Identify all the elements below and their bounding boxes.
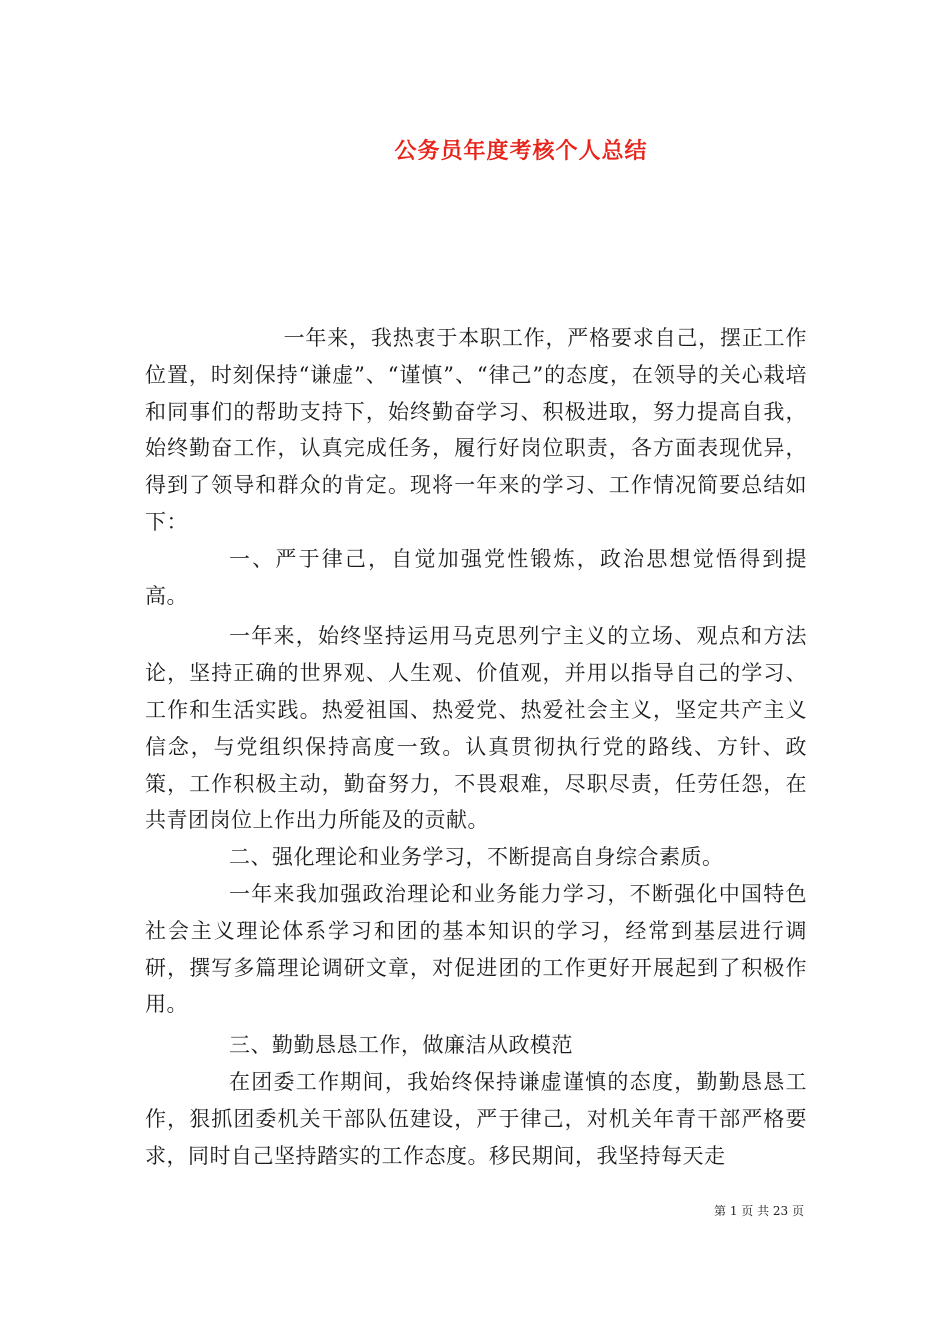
- intro-paragraph: 一年来，我热衷于本职工作，严格要求自己，摆正工作位置，时刻保持“谦虚”、“谨慎”、“律己”的态度，在领导的关心栽培和同事们的帮助支持下，始终勤奋学习、积极进取，努力提高自我，始终勤奋工作，认真完成任务，履行好岗位职责，各方面表现优异，得到了领导和群众的肯定。现将一年来的学习、工作情况简要总结如下：: [145, 326, 807, 534]
- document-title: 公务员年度考核个人总结: [394, 138, 648, 164]
- section-1-paragraph: 一年来，始终坚持运用马克思列宁主义的立场、观点和方法论，坚持正确的世界观、人生观、价值观，并用以指导自己的学习、工作和生活实践。热爱祖国、热爱党、热爱社会主义，坚定共产主义信念，与党组织保持高度一致。认真贯彻执行党的路线、方针、政策，工作积极主动，勤奋努力，不畏艰难，尽职尽责，任劳任怨，在共青团岗位上作出力所能及的贡献。: [145, 624, 807, 833]
- section-heading-1: 一、严于律己，自觉加强党性锻炼，政治思想觉悟得到提高。: [145, 546, 807, 608]
- page-number: 第 1 页 共 23 页: [714, 1204, 804, 1218]
- section-2-paragraph: 一年来我加强政治理论和业务能力学习，不断强化中国特色社会主义理论体系学习和团的基本知识的学习，经常到基层进行调研，撰写多篇理论调研文章，对促进团的工作更好开展起到了积极作用。: [145, 881, 807, 1017]
- document-body: [145, 320, 807, 1174]
- section-heading-2: 二、强化理论和业务学习，不断提高自身综合素质。: [229, 845, 724, 870]
- section-3-paragraph: 在团委工作期间，我始终保持谦虚谨慎的态度，勤勤恳恳工作，狠抓团委机关干部队伍建设，严于律己，对机关年青干部严格要求，同时自己坚持踏实的工作态度。移民期间，我坚持每天走: [145, 1069, 807, 1168]
- section-heading-3: 三、勤勤恳恳工作，做廉洁从政模范: [229, 1033, 573, 1058]
